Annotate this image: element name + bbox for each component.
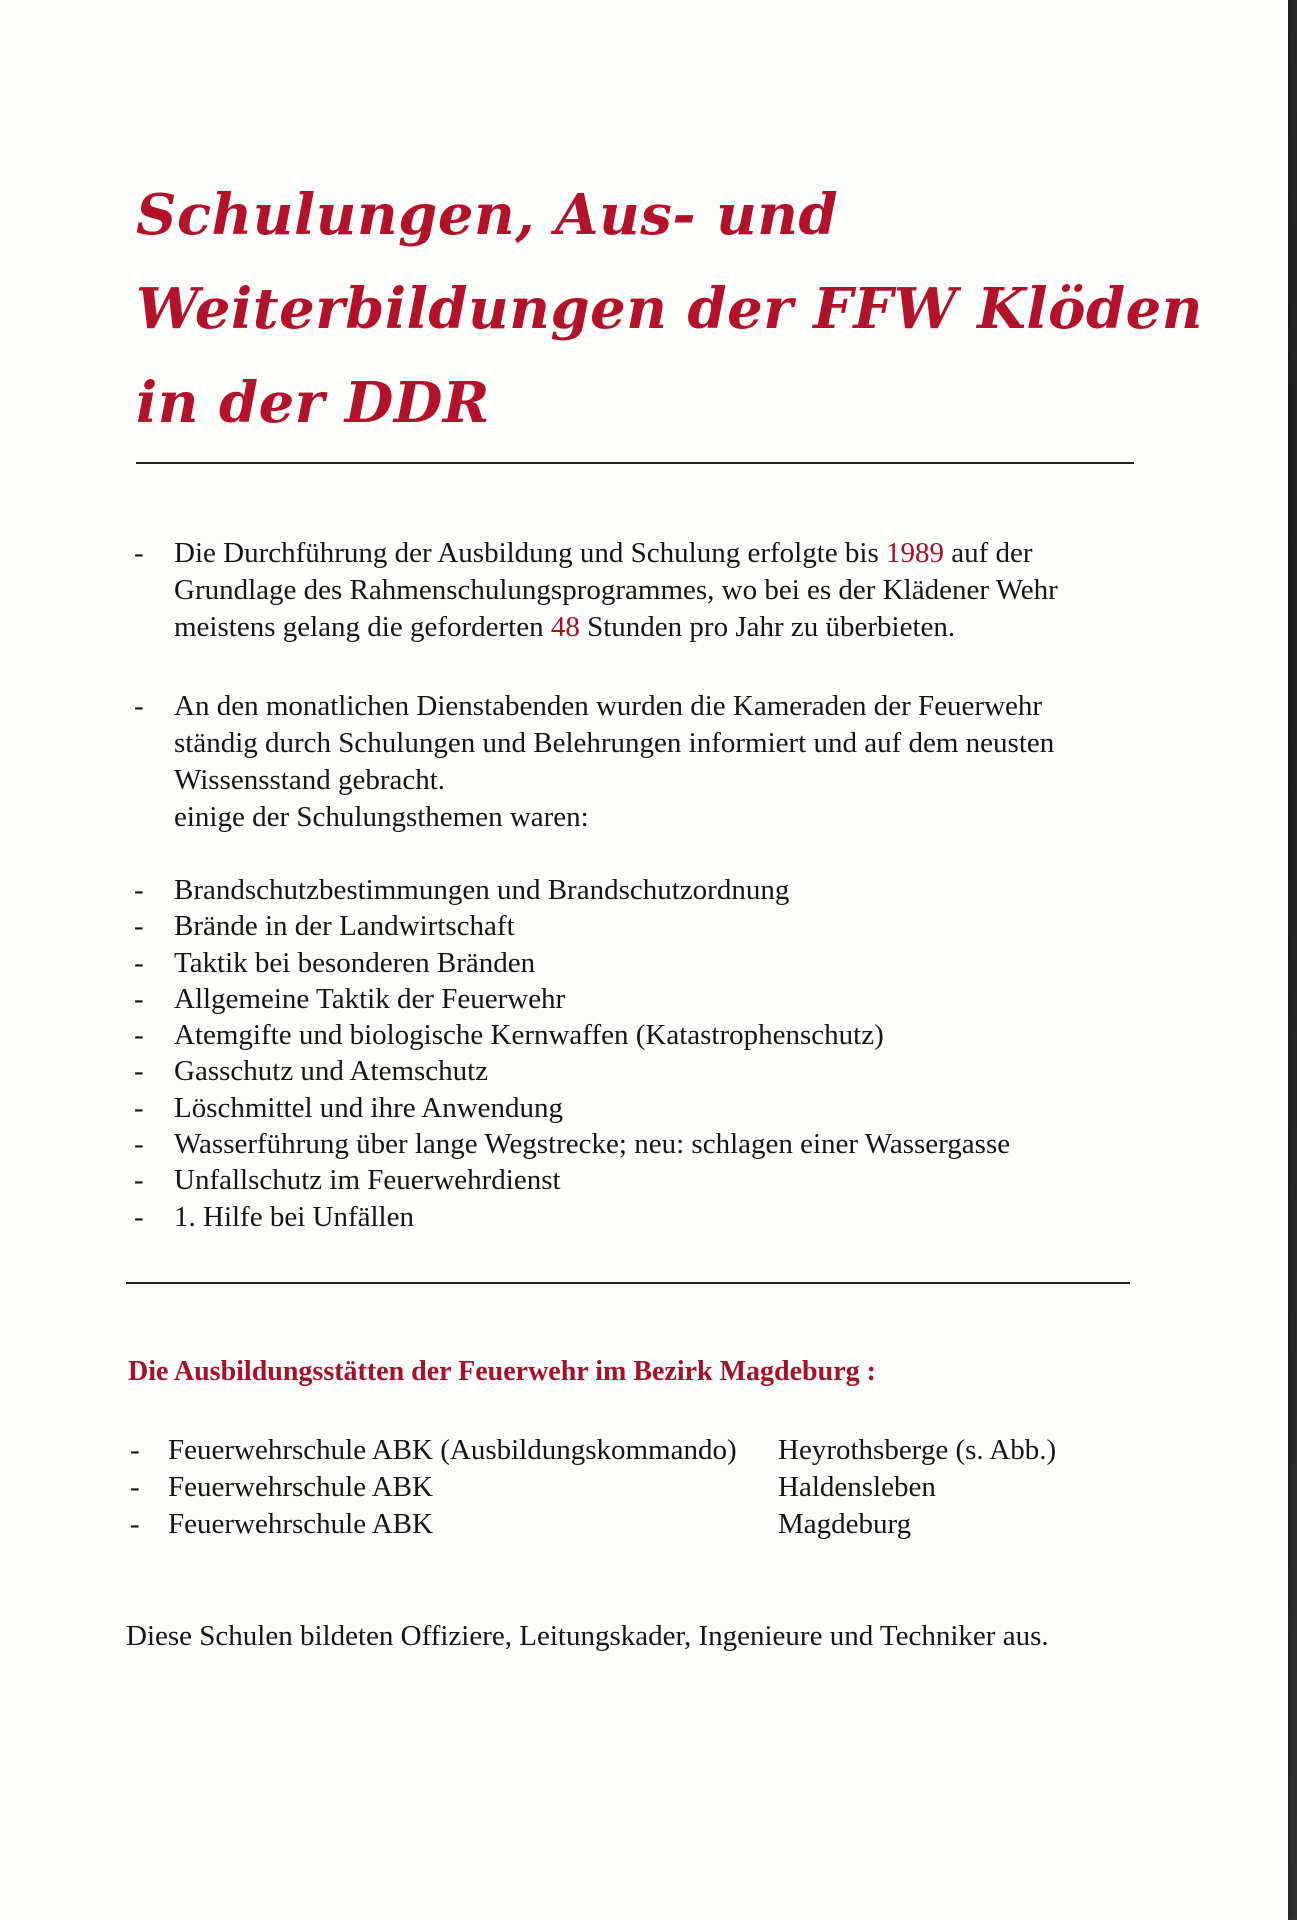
list-item bbox=[130, 1017, 1130, 1053]
list-item bbox=[126, 1432, 1136, 1469]
title-line-3: in der DDR bbox=[136, 370, 490, 436]
list-item bbox=[130, 1053, 1130, 1089]
list-item bbox=[130, 945, 1130, 981]
title-line-1: Schulungen, Aus- und bbox=[136, 182, 839, 248]
bullet-dash: - bbox=[134, 1200, 144, 1233]
school-place: Magdeburg bbox=[778, 1508, 912, 1540]
closing-statement: Diese Schulen bildeten Offiziere, Leitungskader, Ingenieure und Techniker aus. bbox=[126, 1620, 1049, 1652]
bullet-dash: - bbox=[134, 690, 144, 722]
school-name: Feuerwehrschule ABK (Ausbildungskommando) bbox=[168, 1434, 737, 1466]
bullet-dash: - bbox=[134, 1055, 144, 1088]
bullet-dash: - bbox=[134, 1019, 144, 1052]
paragraph-text-main: An den monatlichen Dienstabenden wurden die Kameraden der Feuerwehr ständig durch Schulungen und Belehrungen informiert und auf dem neusten Wissensstand gebracht. bbox=[174, 690, 1055, 796]
bullet-dash: - bbox=[134, 1091, 144, 1124]
school-place: Haldensleben bbox=[778, 1471, 936, 1503]
topic-text: Gasschutz und Atemschutz bbox=[174, 1055, 489, 1088]
paragraph-text bbox=[174, 688, 1130, 836]
list-item bbox=[126, 1469, 1136, 1506]
topics-list bbox=[130, 872, 1130, 1235]
topic-text: 1. Hilfe bei Unfällen bbox=[174, 1200, 414, 1233]
paragraph-text-part: auf der Grundlage des Rahmenschulungsprogrammes, wo bei es der Klädener Wehr meistens gelang die geforderten bbox=[174, 537, 1058, 643]
list-item bbox=[130, 1162, 1130, 1198]
list-item bbox=[130, 908, 1130, 944]
topic-text: Brände in der Landwirtschaft bbox=[174, 910, 515, 943]
topic-text: Taktik bei besonderen Bränden bbox=[174, 946, 536, 979]
bullet-dash: - bbox=[134, 874, 144, 906]
section-divider bbox=[126, 1282, 1130, 1284]
schools-list bbox=[126, 1432, 1136, 1543]
section-title: Die Ausbildungsstätten der Feuerwehr im Bezirk Magdeburg : bbox=[128, 1356, 876, 1387]
list-item bbox=[130, 1126, 1130, 1162]
topic-text: Wasserführung über lange Wegstrecke; neu: schlagen einer Wassergasse bbox=[174, 1128, 1011, 1161]
topic-text: Unfallschutz im Feuerwehrdienst bbox=[174, 1164, 561, 1197]
bullet-dash: - bbox=[130, 1471, 140, 1503]
topic-text: Atemgifte und biologische Kernwaffen (Katastrophenschutz) bbox=[174, 1019, 884, 1052]
bullet-dash: - bbox=[130, 1508, 140, 1540]
school-place: Heyrothsberge (s. Abb.) bbox=[778, 1434, 1057, 1466]
bullet-dash: - bbox=[134, 537, 144, 569]
topics-intro: einige der Schulungsthemen waren: bbox=[174, 801, 589, 833]
list-item bbox=[126, 1506, 1136, 1543]
paragraph-text-part: Stunden pro Jahr zu überbieten. bbox=[579, 611, 956, 643]
paragraph-text-part: Die Durchführung der Ausbildung und Schulung erfolgte bis bbox=[174, 537, 887, 569]
list-item bbox=[130, 872, 1130, 908]
bullet-dash: - bbox=[134, 946, 144, 979]
paragraph-text bbox=[174, 535, 1130, 646]
bullet-dash: - bbox=[134, 1128, 144, 1161]
title-line-2: Weiterbildungen der FFW Klöden bbox=[136, 276, 1203, 342]
topic-text: Allgemeine Taktik der Feuerwehr bbox=[174, 982, 566, 1015]
topic-text: Brandschutzbestimmungen und Brandschutzordnung bbox=[174, 874, 790, 906]
bullet-dash: - bbox=[134, 1164, 144, 1197]
school-name: Feuerwehrschule ABK bbox=[168, 1471, 433, 1503]
list-item bbox=[130, 1090, 1130, 1126]
page-title bbox=[136, 168, 1203, 450]
school-name: Feuerwehrschule ABK bbox=[168, 1508, 433, 1540]
bullet-dash: - bbox=[134, 982, 144, 1015]
paragraph-service-evenings bbox=[130, 688, 1130, 836]
bullet-dash: - bbox=[134, 910, 144, 943]
list-item bbox=[130, 981, 1130, 1017]
bullet-dash: - bbox=[130, 1434, 140, 1466]
hours-highlight: 48 bbox=[550, 611, 580, 643]
list-item bbox=[130, 1199, 1130, 1235]
title-divider bbox=[136, 462, 1134, 464]
year-highlight: 1989 bbox=[886, 537, 945, 569]
topic-text: Löschmittel und ihre Anwendung bbox=[174, 1091, 564, 1124]
paragraph-training-program bbox=[130, 535, 1130, 646]
